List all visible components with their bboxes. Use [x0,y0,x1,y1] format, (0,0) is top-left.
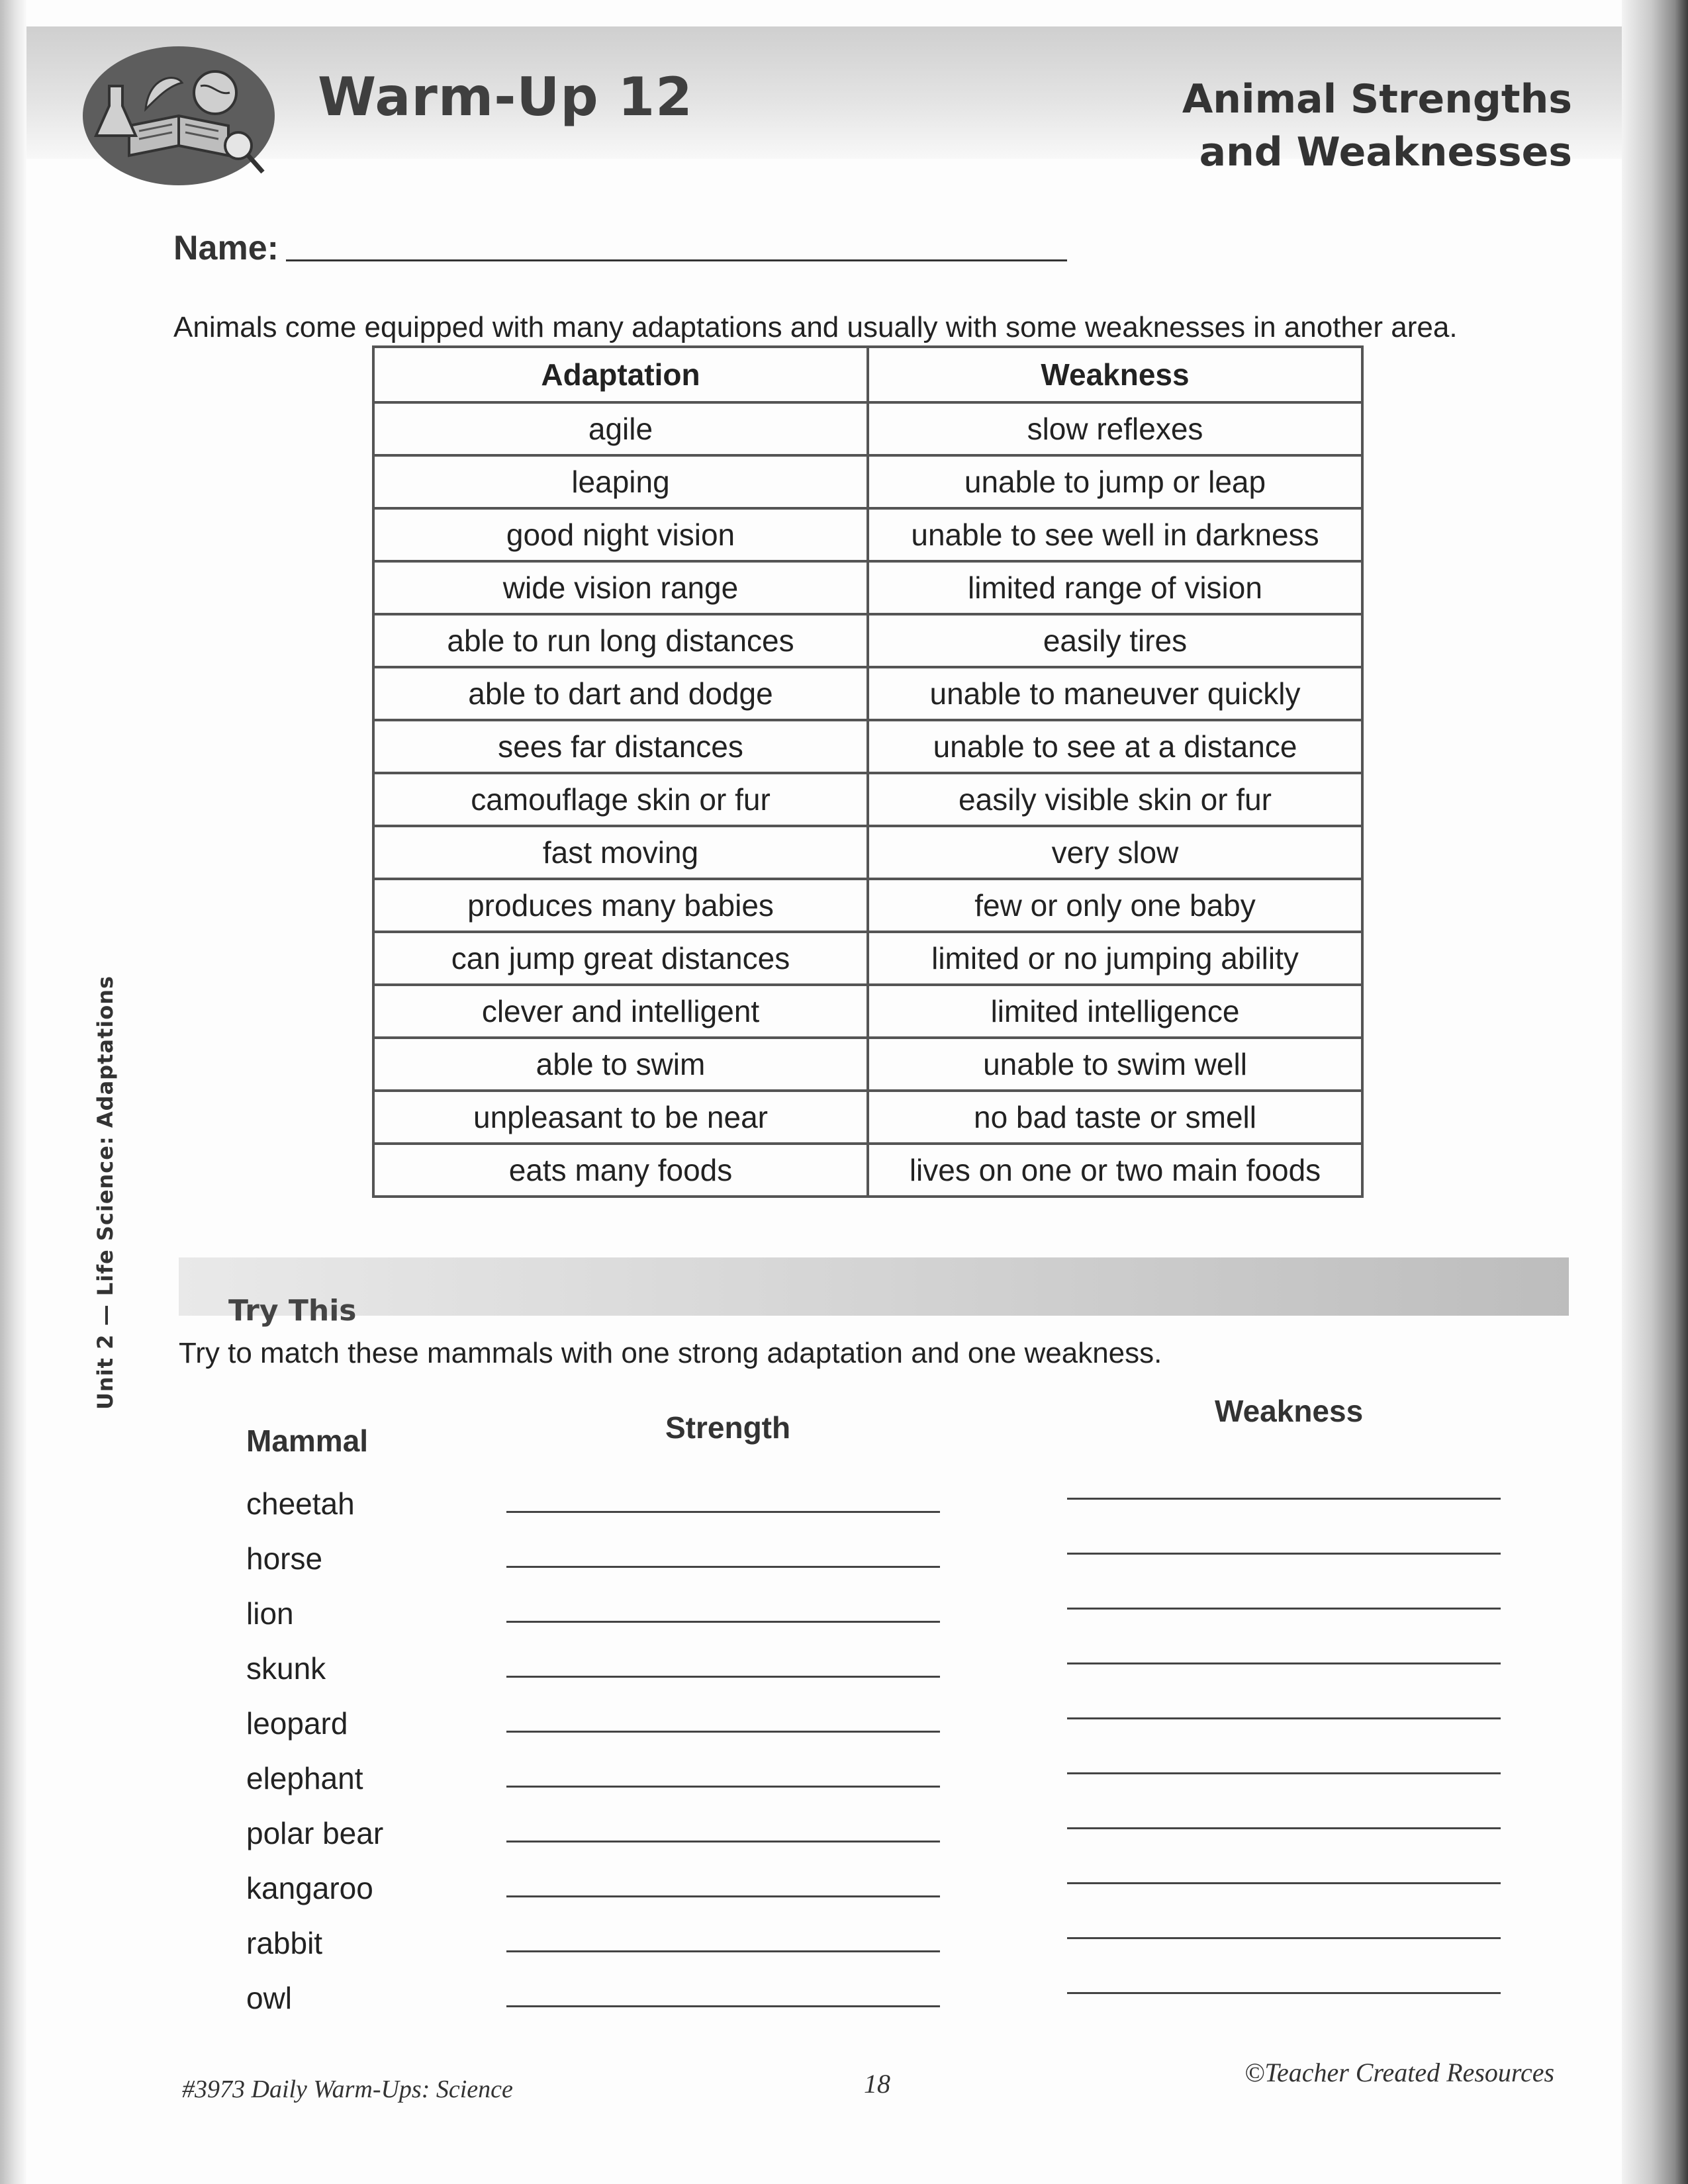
adaptation-cell: able to swim [373,1038,868,1091]
mammal-label: lion [246,1596,294,1631]
topic-title-line1: Animal Strengths [1182,76,1572,122]
weakness-cell: limited or no jumping ability [868,932,1362,985]
table-header-row [373,347,1362,402]
page-number: 18 [864,2069,890,2099]
weakness-answer-line[interactable] [1067,1992,1501,1994]
mammal-label: leopard [246,1706,348,1741]
strength-answer-line[interactable] [506,1895,940,1897]
table-row [373,985,1362,1038]
adaptation-cell: clever and intelligent [373,985,868,1038]
table-row [373,561,1362,614]
strength-column-header: Strength [665,1410,791,1445]
adaptation-table-body [373,402,1362,1197]
weakness-cell: few or only one baby [868,879,1362,932]
intro-text: Animals come equipped with many adaptations and usually with some weaknesses in another area. [173,311,1458,343]
mammal-label: rabbit [246,1926,323,1960]
adaptation-table [372,345,1364,1198]
strength-answer-line[interactable] [506,1950,940,1952]
mammal-label: polar bear [246,1816,384,1850]
weakness-answer-line[interactable] [1067,1662,1501,1664]
adaptation-cell: eats many foods [373,1144,868,1197]
adaptation-cell: unpleasant to be near [373,1091,868,1144]
scan-binding-shadow [1622,0,1688,2184]
warmup-title: Warm-Up 12 [318,66,693,128]
footer-book-title: #3973 Daily Warm-Ups: Science [182,2075,513,2103]
table-row [373,932,1362,985]
mammal-label: cheetah [246,1486,355,1521]
strength-answer-line[interactable] [506,1566,940,1568]
table-row [373,1091,1362,1144]
adaptation-cell: leaping [373,455,868,508]
strength-answer-line[interactable] [506,1731,940,1733]
weakness-cell: easily visible skin or fur [868,773,1362,826]
weakness-cell: unable to swim well [868,1038,1362,1091]
adaptation-cell: camouflage skin or fur [373,773,868,826]
mammal-column-header: Mammal [246,1424,369,1458]
topic-title [1182,73,1572,179]
footer-copyright: ©Teacher Created Resources [1244,2058,1555,2087]
try-this-instruction: Try to match these mammals with one strong adaptation and one weakness. [179,1337,1162,1369]
unit-side-label: Unit 2 — Life Science: Adaptations [93,975,118,1410]
adaptation-cell: able to dart and dodge [373,667,868,720]
table-row [373,508,1362,561]
weakness-cell: lives on one or two main foods [868,1144,1362,1197]
try-this-band [179,1257,1569,1316]
name-label: Name: [173,229,279,267]
weakness-answer-line[interactable] [1067,1608,1501,1610]
weakness-column-header: Weakness [1215,1394,1364,1428]
table-row [373,402,1362,455]
weakness-cell: limited intelligence [868,985,1362,1038]
weakness-answer-line[interactable] [1067,1937,1501,1939]
strength-answer-line[interactable] [506,2005,940,2007]
weakness-cell: unable to maneuver quickly [868,667,1362,720]
adaptation-header: Adaptation [373,347,868,402]
weakness-answer-line[interactable] [1067,1717,1501,1719]
weakness-cell: slow reflexes [868,402,1362,455]
weakness-cell: very slow [868,826,1362,879]
table-row [373,1144,1362,1197]
weakness-cell: limited range of vision [868,561,1362,614]
mammal-label: kangaroo [246,1871,373,1905]
table-row [373,614,1362,667]
adaptation-cell: produces many babies [373,879,868,932]
topic-title-line2: and Weaknesses [1199,129,1572,175]
adaptation-cell: wide vision range [373,561,868,614]
strength-answer-line[interactable] [506,1676,940,1678]
table-row [373,455,1362,508]
adaptation-cell: fast moving [373,826,868,879]
try-this-title: Try This [228,1294,357,1328]
adaptation-cell: good night vision [373,508,868,561]
weakness-cell: easily tires [868,614,1362,667]
strength-answer-line[interactable] [506,1786,940,1788]
table-row [373,1038,1362,1091]
adaptation-cell: can jump great distances [373,932,868,985]
weakness-cell: unable to see well in darkness [868,508,1362,561]
weakness-cell: unable to see at a distance [868,720,1362,773]
table-row [373,720,1362,773]
science-logo-icon [83,46,275,185]
weakness-answer-line[interactable] [1067,1882,1501,1884]
mammal-label: owl [246,1981,293,2015]
adaptation-cell: able to run long distances [373,614,868,667]
weakness-answer-line[interactable] [1067,1772,1501,1774]
table-row [373,773,1362,826]
mammal-label: elephant [246,1761,363,1796]
table-row [373,826,1362,879]
strength-answer-line[interactable] [506,1511,940,1513]
weakness-answer-line[interactable] [1067,1498,1501,1500]
weakness-answer-line[interactable] [1067,1553,1501,1555]
mammal-label: skunk [246,1651,326,1686]
weakness-cell: unable to jump or leap [868,455,1362,508]
mammal-label: horse [246,1541,323,1576]
adaptation-cell: agile [373,402,868,455]
scan-left-edge [0,0,26,2184]
weakness-answer-line[interactable] [1067,1827,1501,1829]
weakness-cell: no bad taste or smell [868,1091,1362,1144]
strength-answer-line[interactable] [506,1621,940,1623]
table-row [373,879,1362,932]
adaptation-cell: sees far distances [373,720,868,773]
name-field[interactable] [286,259,1067,261]
table-row [373,667,1362,720]
strength-answer-line[interactable] [506,1841,940,1843]
weakness-header: Weakness [868,347,1362,402]
